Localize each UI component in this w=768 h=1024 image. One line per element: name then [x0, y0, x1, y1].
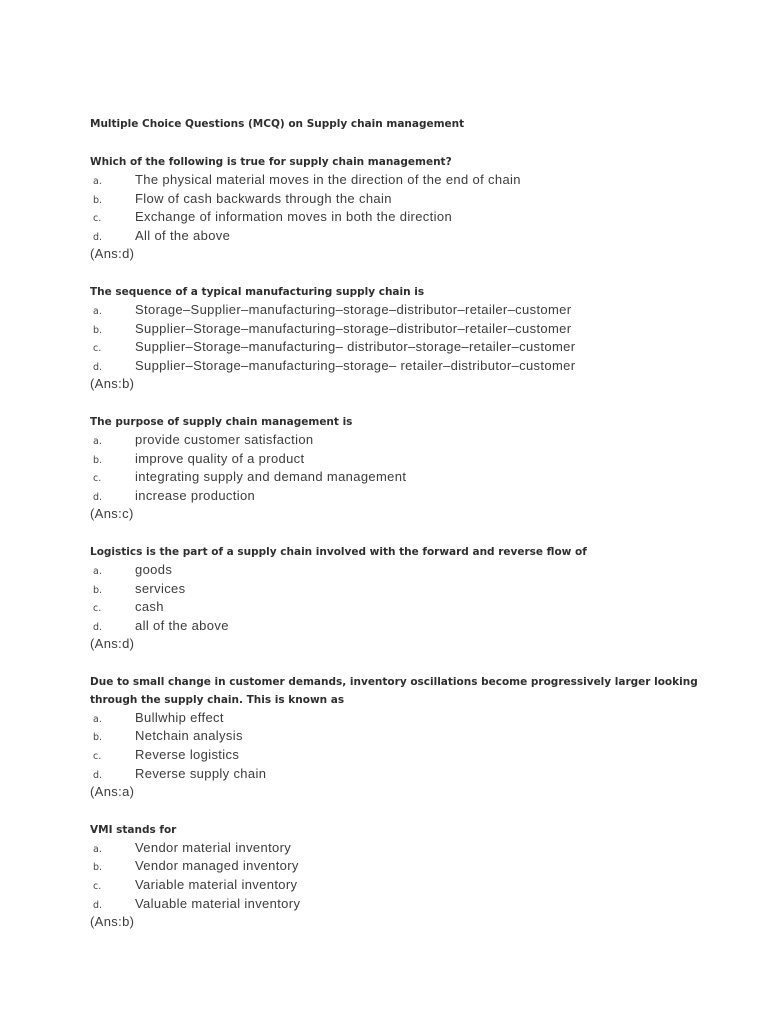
question-text: VMI stands for [90, 823, 177, 836]
option-item [90, 171, 730, 190]
option-letter: c. [93, 213, 102, 225]
option-letter: b. [93, 324, 103, 336]
option-letter: a. [93, 713, 102, 725]
answer-text: (Ans:d) [90, 246, 135, 262]
option-text: Storage–Supplier–manufacturing–storage–distributor–retailer–customer [135, 301, 572, 317]
option-text: Bullwhip effect [135, 709, 224, 725]
option-letter: d. [93, 361, 103, 373]
option-text: Vendor material inventory [135, 839, 292, 855]
option-text: cash [135, 599, 164, 615]
option-letter: b. [93, 862, 103, 874]
question-text: Which of the following is true for supply chain management? [90, 156, 452, 168]
option-letter: a. [93, 435, 102, 447]
option-item [90, 320, 730, 339]
option-letter: d. [93, 491, 103, 503]
option-item [90, 857, 730, 876]
option-text: Variable material inventory [135, 877, 298, 893]
question-text: Logistics is the part of a supply chain involved with the forward and reverse flow of [90, 545, 587, 558]
question-block [90, 543, 730, 654]
option-letter: b. [93, 584, 103, 596]
question-block [90, 673, 730, 802]
option-item [90, 487, 730, 506]
answer-text: (Ans:c) [90, 506, 134, 522]
option-item [90, 357, 730, 376]
option-item [90, 190, 730, 209]
option-item [90, 709, 730, 728]
question-block [90, 821, 730, 932]
option-letter: c. [93, 343, 102, 355]
options-list [90, 171, 730, 245]
question-block [90, 283, 730, 394]
option-item [90, 895, 730, 914]
option-text: integrating supply and demand management [135, 469, 407, 485]
option-letter: a. [93, 305, 102, 317]
option-text: All of the above [135, 227, 231, 243]
option-text: services [135, 580, 186, 596]
document-title: Multiple Choice Questions (MCQ) on Supply chain management [90, 118, 465, 130]
option-letter: d. [93, 231, 103, 243]
option-letter: a. [93, 176, 102, 187]
option-item [90, 208, 730, 227]
option-item [90, 450, 730, 469]
options-list [90, 301, 730, 375]
option-item [90, 301, 730, 320]
option-item [90, 727, 730, 746]
option-item [90, 839, 730, 858]
option-text: improve quality of a product [135, 450, 305, 466]
option-item [90, 561, 730, 580]
answer-text: (Ans:b) [90, 914, 135, 930]
answer-text: (Ans:a) [90, 784, 135, 800]
question-text: The purpose of supply chain management is [90, 415, 353, 428]
option-letter: c. [93, 751, 102, 763]
option-text: Valuable material inventory [135, 895, 301, 911]
option-letter: d. [93, 899, 103, 911]
options-list [90, 839, 730, 913]
question-text: The sequence of a typical manufacturing supply chain is [90, 285, 425, 298]
answer-text: (Ans:d) [90, 636, 135, 652]
option-item [90, 876, 730, 895]
option-text: Netchain analysis [135, 728, 243, 744]
option-item [90, 338, 730, 357]
option-letter: c. [93, 473, 102, 485]
option-text: Supplier–Storage–manufacturing–storage– retailer–distributor–customer [135, 357, 576, 373]
option-letter: c. [93, 603, 102, 615]
option-item [90, 617, 730, 636]
option-item [90, 468, 730, 487]
option-text: Exchange of information moves in both the direction [135, 209, 453, 225]
option-letter: b. [93, 454, 103, 466]
option-text: provide customer satisfaction [135, 431, 314, 447]
option-text: Reverse logistics [135, 747, 240, 763]
option-letter: a. [93, 843, 102, 855]
option-item [90, 227, 730, 246]
options-list [90, 431, 730, 505]
question-block [90, 413, 730, 524]
option-text: goods [135, 561, 173, 577]
option-item [90, 580, 730, 599]
option-letter: c. [93, 881, 102, 893]
option-text: Supplier–Storage–manufacturing–storage–distributor–retailer–customer [135, 320, 572, 336]
answer-text: (Ans:b) [90, 376, 135, 392]
option-text: Supplier–Storage–manufacturing– distributor–storage–retailer–customer [135, 339, 576, 355]
option-text: Reverse supply chain [135, 765, 267, 781]
option-letter: b. [93, 732, 103, 744]
option-letter: b. [93, 194, 103, 206]
document-page [90, 116, 730, 951]
option-text: The physical material moves in the direction of the end of chain [135, 172, 521, 187]
options-list [90, 709, 730, 783]
options-list [90, 561, 730, 635]
option-item [90, 765, 730, 784]
option-text: increase production [135, 487, 256, 503]
option-letter: a. [93, 565, 102, 577]
option-text: all of the above [135, 617, 229, 633]
option-item [90, 746, 730, 765]
option-letter: d. [93, 769, 103, 781]
question-text: Due to small change in customer demands, inventory oscillations become progressively larger looking through the supply chain. This is known as [90, 675, 698, 706]
option-item [90, 431, 730, 450]
option-item [90, 598, 730, 617]
question-block [90, 153, 730, 264]
option-text: Vendor managed inventory [135, 858, 299, 874]
option-text: Flow of cash backwards through the chain [135, 190, 392, 206]
option-letter: d. [93, 621, 103, 633]
